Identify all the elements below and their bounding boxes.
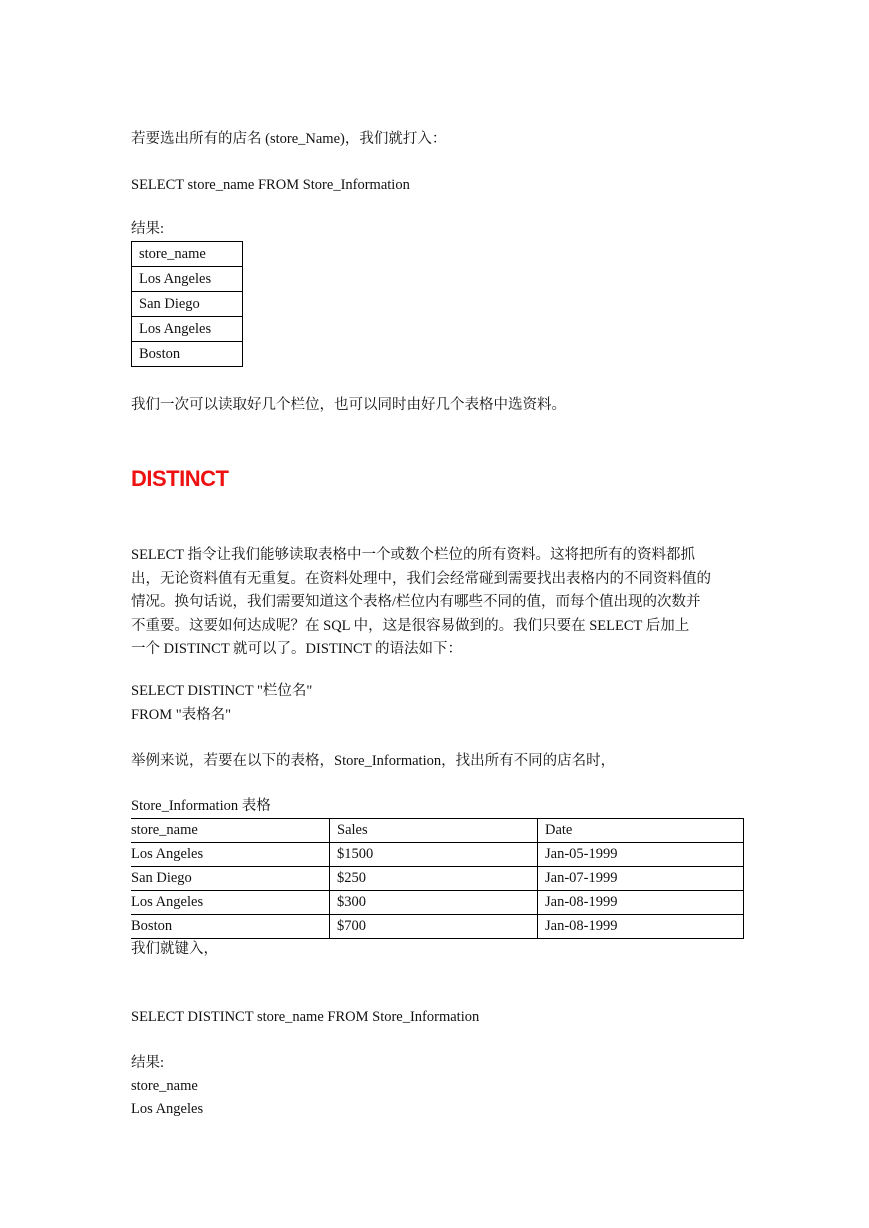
query-1: SELECT store_name FROM Store_Information <box>131 177 410 193</box>
section-heading: DISTINCT <box>131 466 229 491</box>
table-row <box>132 242 243 267</box>
result-label-2: 结果: <box>131 1055 165 1071</box>
store-information-table <box>131 818 744 939</box>
header-cell: Date <box>538 819 744 843</box>
table-header-row <box>131 819 744 843</box>
table-cell: store_name <box>132 242 243 267</box>
paragraph-line: 不重要。这要如何达成呢？在 SQL 中，这是很容易做到的。我们只要在 SELECT 后加上 <box>131 617 690 634</box>
table-cell: Boston <box>131 915 330 939</box>
distinct-paragraph <box>131 544 743 662</box>
result-table-1 <box>131 241 243 367</box>
table-cell: Boston <box>132 342 243 367</box>
header-cell: Sales <box>330 819 538 843</box>
note-text: 我们一次可以读取好几个栏位，也可以同时由好几个表格中选资料。 <box>131 397 566 413</box>
table-row <box>132 317 243 342</box>
table-row <box>132 292 243 317</box>
table-caption: Store_Information 表格 <box>131 798 271 814</box>
table-cell: $1500 <box>330 843 538 867</box>
intro-text: 若要选出所有的店名 (store_Name)，我们就打入： <box>131 131 447 147</box>
table-cell: Los Angeles <box>132 267 243 292</box>
table-cell: Jan-07-1999 <box>538 867 744 891</box>
query-2: SELECT DISTINCT store_name FROM Store_Information <box>131 1009 480 1025</box>
table-cell: San Diego <box>132 292 243 317</box>
example-intro: 举例来说，若要在以下的表格，Store_Information，找出所有不同的店名时， <box>131 753 616 769</box>
syntax-line-1: SELECT DISTINCT "栏位名" <box>131 683 313 699</box>
table-cell: Jan-08-1999 <box>538 891 744 915</box>
table-row <box>131 843 744 867</box>
table-row <box>132 342 243 367</box>
header-cell: store_name <box>131 819 330 843</box>
table-row <box>131 915 744 939</box>
paragraph-line: SELECT 指令让我们能够读取表格中一个或数个栏位的所有资料。这将把所有的资料都抓 <box>131 547 696 563</box>
table-cell: $300 <box>330 891 538 915</box>
result-line: Los Angeles <box>131 1101 204 1117</box>
table-cell: $700 <box>330 915 538 939</box>
table-row <box>131 867 744 891</box>
table-row <box>132 267 243 292</box>
table-cell: Los Angeles <box>132 317 243 342</box>
paragraph-line: 一个 DISTINCT 就可以了。DISTINCT 的语法如下： <box>131 641 462 657</box>
paragraph-line: 出，无论资料值有无重复。在资料处理中，我们会经常碰到需要找出表格内的不同资料值的 <box>131 570 711 587</box>
paragraph-line: 情况。换句话说，我们需要知道这个表格/栏位内有哪些不同的值，而每个值出现的次数并 <box>131 594 701 610</box>
result-label-1: 结果: <box>131 221 165 237</box>
table-cell: Jan-08-1999 <box>538 915 744 939</box>
table-cell: $250 <box>330 867 538 891</box>
syntax-line-2: FROM "表格名" <box>131 707 232 723</box>
table-cell: Los Angeles <box>131 843 330 867</box>
result-line: store_name <box>131 1078 198 1094</box>
table-row <box>131 891 744 915</box>
type-in-text: 我们就键入， <box>131 941 218 957</box>
table-cell: Los Angeles <box>131 891 330 915</box>
table-cell: Jan-05-1999 <box>538 843 744 867</box>
table-cell: San Diego <box>131 867 330 891</box>
